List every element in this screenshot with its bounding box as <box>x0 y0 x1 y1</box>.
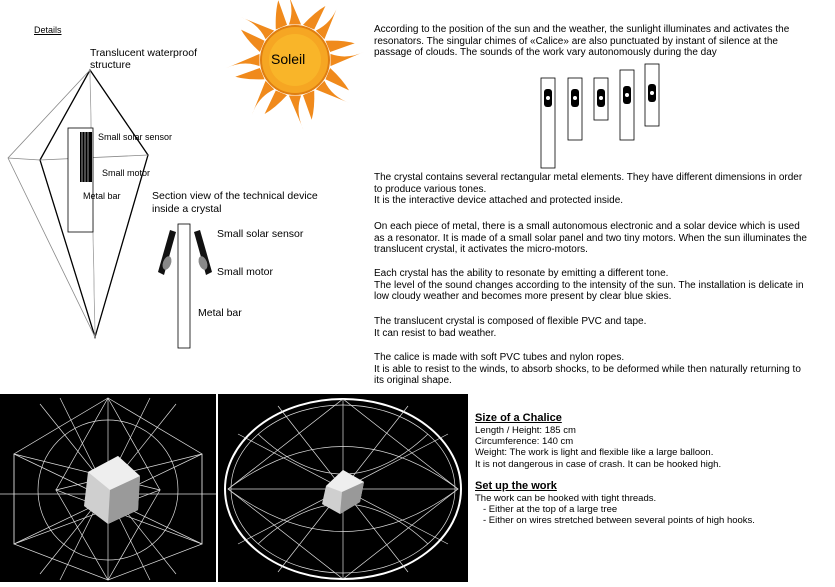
para-4-line-a: The translucent crystal is composed of flexible PVC and tape. <box>374 316 647 327</box>
sun-ray <box>330 52 364 66</box>
setup-option-1: - Either at the top of a large tree <box>483 504 618 516</box>
para-2: On each piece of metal, there is a small autonomous electronic and a solar device which is used as a resonator. It is made of a small solar panel and two tiny motors. When the sun illuminates the translucent crystal, it activates the micro-motors. <box>374 221 807 255</box>
section-diagram <box>150 220 220 355</box>
label-structure: Translucent waterproof structure <box>90 47 197 71</box>
sun-ray <box>303 90 314 119</box>
chalice-geodesic-drawing <box>0 394 216 582</box>
para-3-line-b: The level of the sound changes according to the intensity of the sun. The installation is delicate in low cloudy weather and becomes more present by clear blue skies. <box>374 279 804 302</box>
label-solar-sensor: Small solar sensor <box>98 132 173 142</box>
sun-ray <box>325 68 349 90</box>
size-danger: It is not dangerous in case of crash. It can be hooked high. <box>475 458 722 470</box>
para-5 <box>374 352 810 387</box>
setup-section <box>475 480 830 527</box>
sun-ray <box>289 95 303 129</box>
sun-ray <box>303 6 325 30</box>
intro-text: According to the position of the sun and the weather, the sunlight illuminates and activates the resonators. The singular chimes of «Calice» are also punctuated by instant of silence at the passage of clouds. The sounds of the work vary autonomously during the day <box>374 24 790 58</box>
section-label-motor: Small motor <box>217 266 274 278</box>
chalice-ellipse-drawing <box>218 394 468 582</box>
sun-ray <box>276 0 287 29</box>
section-title: Section view of the technical device inside a crystal <box>152 190 318 215</box>
sun-ray <box>325 41 354 52</box>
size-heading: Size of a Chalice <box>475 412 562 424</box>
sun-ray <box>235 68 264 79</box>
sun-ray <box>265 90 287 114</box>
sun-ray <box>287 0 301 25</box>
para-5-line-b: It is able to resist to the winds, to absorb shocks, to be deformed while then naturally returning to its original shape. <box>374 363 801 386</box>
sun-ray <box>226 54 260 68</box>
sun-icon <box>215 0 375 160</box>
para-4-line-b: It can resist to bad weather. <box>374 327 497 339</box>
para-3-line-a: Each crystal has the ability to resonate by emitting a different tone. <box>374 268 669 279</box>
section-label-solar: Small solar sensor <box>217 228 304 240</box>
size-section <box>475 412 830 470</box>
setup-line: The work can be hooked with tight threads. <box>475 493 657 504</box>
label-metal-bar: Metal bar <box>83 191 121 201</box>
chalice-render-2 <box>218 394 468 582</box>
para-3 <box>374 268 810 303</box>
size-circumference: Circumference: 140 cm <box>475 436 574 448</box>
setup-option-2: - Either on wires stretched between several points of high hooks. <box>483 515 755 527</box>
setup-heading: Set up the work <box>475 480 557 492</box>
para-1 <box>374 172 810 207</box>
section-label-bar: Metal bar <box>198 307 242 319</box>
para-4 <box>374 316 810 339</box>
para-1-line-a: The crystal contains several rectangular metal elements. They have different dimensions in order to produce various tones. <box>374 172 803 195</box>
chalice-render-1 <box>0 394 216 582</box>
size-length: Length / Height: 185 cm <box>475 425 576 436</box>
size-weight: Weight: The work is light and flexible like a large balloon. <box>475 447 714 459</box>
details-heading: Details <box>34 25 62 35</box>
para-5-line-a: The calice is made with soft PVC tubes and nylon ropes. <box>374 352 625 363</box>
label-motor: Small motor <box>102 168 151 178</box>
para-1-line-b: It is the interactive device attached and protected inside. <box>374 195 624 206</box>
sun-label: Soleil <box>271 51 306 67</box>
resonators-diagram <box>535 62 665 174</box>
sun-ray <box>241 30 265 52</box>
